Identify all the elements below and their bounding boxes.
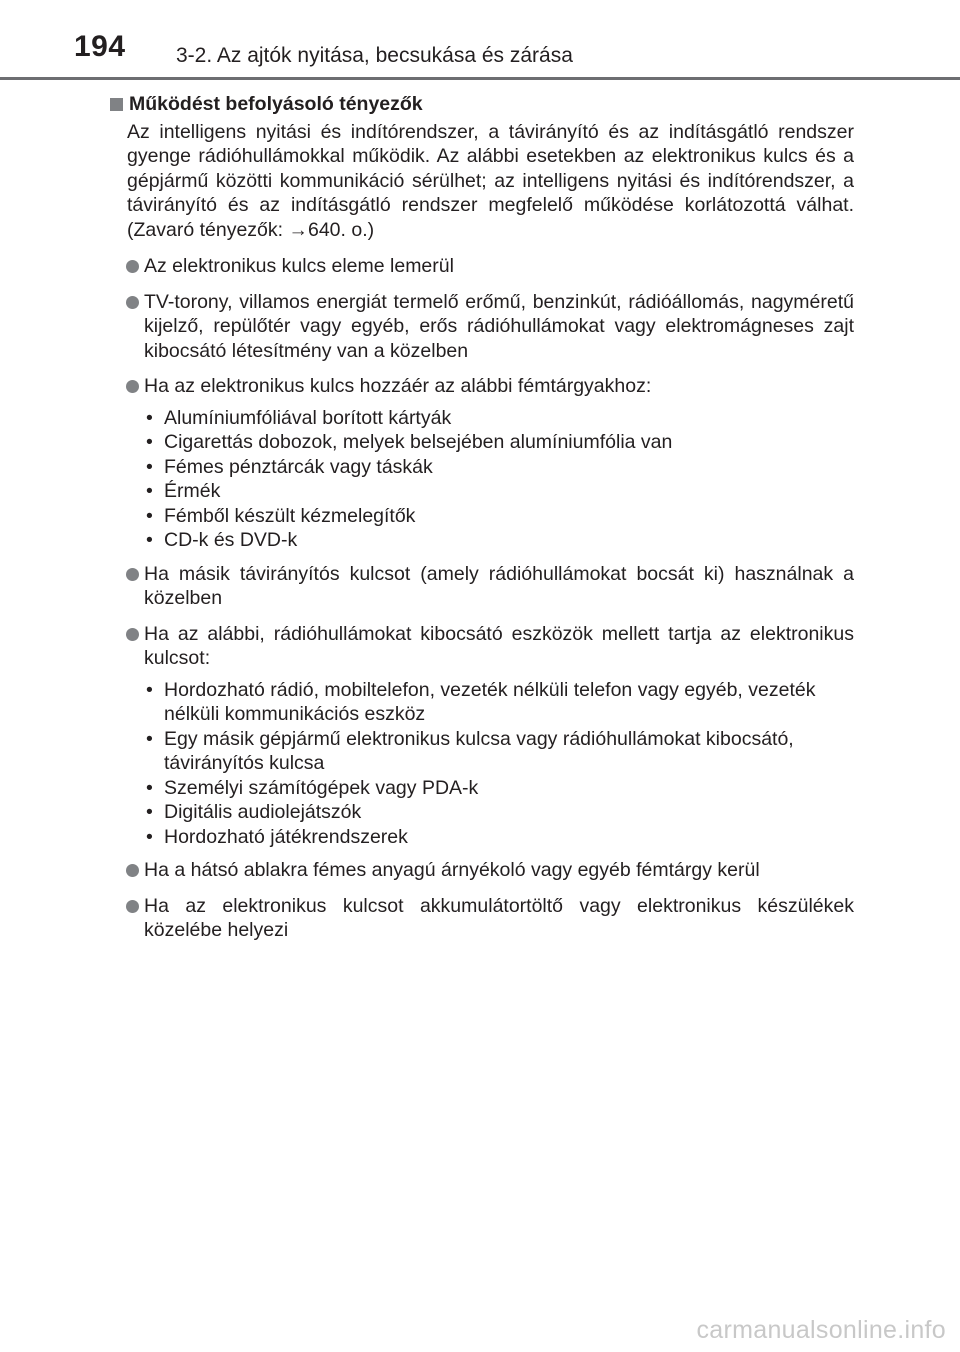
small-bullet-icon: • [146,825,153,848]
sub-list-item [108,504,854,529]
bullet-text: Az elektronikus kulcs eleme lemerül [144,255,454,277]
sub-list-text: Egy másik gépjármű elektronikus kulcsa vagy rádióhullámokat kibocsátó, távirányítós kulcsa [164,727,794,774]
bullet-text: Ha a hátsó ablakra fémes anyagú árnyékoló vagy egyéb fémtárgy kerül [144,859,760,881]
bullet-item [108,858,854,883]
sub-list-text: Alumíniumfóliával borított kártyák [164,406,452,429]
sub-list-item [108,406,854,431]
bullet-item [108,290,854,364]
page-number: 194 [74,30,126,63]
sub-list-item [108,800,854,825]
bullet-list [108,254,854,943]
bullet-item [108,894,854,943]
square-bullet-icon [110,98,123,111]
sub-list-text: Fémből készült kézmelegítők [164,504,416,527]
small-bullet-icon: • [146,480,153,502]
bullet-item [108,374,854,399]
section-heading [108,92,854,117]
sub-list-item [108,479,854,504]
round-bullet-icon [126,296,139,309]
sub-list-item [108,455,854,480]
round-bullet-icon [126,900,139,913]
sub-list-item [108,678,854,727]
sub-list-text: Fémes pénztárcák vagy táskák [164,455,433,478]
round-bullet-icon [126,568,139,581]
sub-list-text: CD-k és DVD-k [164,529,298,551]
bullet-text: Ha az alábbi, rádióhullámokat kibocsátó eszközök mellett tartja az elektronikus kulcsot: [144,622,854,669]
small-bullet-icon: • [146,776,153,799]
watermark: carmanualsonline.info [696,1316,946,1344]
round-bullet-icon [126,628,139,641]
round-bullet-icon [126,864,139,877]
page-header [0,0,960,80]
small-bullet-icon: • [146,529,153,551]
intro-paragraph: Az intelligens nyitási és indítórendszer, a távirányító és az indításgátló rendszer gyenge rádióhullámokkal működik. Az alábbi esetekben az elektronikus kulcs és a gépjármű közötti kommunikáció sérülhet; az intelligens nyitási és indítórendszer, a távirányító és az indításgátló rendszer megfelelő működése korlátozottá válhat. (Zavaró tényezők: →640. o.) [127,120,854,241]
sub-list-item [108,776,854,801]
sub-list-item [108,430,854,455]
section-content [108,92,854,954]
sub-list-item [108,825,854,850]
bullet-text: Ha az elektronikus kulcsot akkumulátortöltő vagy elektronikus készülékek közelébe helyezi [144,894,854,941]
round-bullet-icon [126,380,139,393]
small-bullet-icon: • [146,431,153,453]
sub-list-item [108,528,854,553]
sub-list-item [108,727,854,776]
section-heading-text: Működést befolyásoló tényezők [129,93,423,115]
sub-list-text: Személyi számítógépek vagy PDA-k [164,776,479,799]
small-bullet-icon: • [146,504,153,527]
sub-list-text: Cigarettás dobozok, melyek belsejében alumíniumfólia van [164,431,673,453]
sub-list [108,406,854,553]
sub-list-text: Hordozható játékrendszerek [164,825,408,848]
sub-list [108,678,854,850]
small-bullet-icon: • [146,801,153,823]
small-bullet-icon: • [146,406,153,429]
small-bullet-icon: • [146,455,153,478]
header-divider [0,77,960,80]
bullet-item [108,562,854,611]
chapter-title: 3-2. Az ajtók nyitása, becsukása és zárása [176,44,573,67]
sub-list-text: Hordozható rádió, mobiltelefon, vezeték nélküli telefon vagy egyéb, vezeték nélküli kommunikációs eszköz [164,678,816,725]
bullet-text: Ha másik távirányítós kulcsot (amely rádióhullámokat bocsát ki) használnak a közelben [144,562,854,609]
bullet-text: Ha az elektronikus kulcs hozzáér az alábbi fémtárgyakhoz: [144,375,652,397]
small-bullet-icon: • [146,678,153,701]
bullet-item [108,254,854,279]
small-bullet-icon: • [146,727,153,750]
sub-list-text: Digitális audiolejátszók [164,801,362,823]
sub-list-text: Érmék [164,480,221,502]
bullet-item [108,622,854,671]
round-bullet-icon [126,260,139,273]
bullet-text: TV-torony, villamos energiát termelő erőmű, benzinkút, rádióállomás, nagyméretű kijelző, repülőtér vagy egyéb, erős rádióhullámokat vagy elektromágneses zajt kibocsátó létesítmény van a közelben [144,290,854,362]
